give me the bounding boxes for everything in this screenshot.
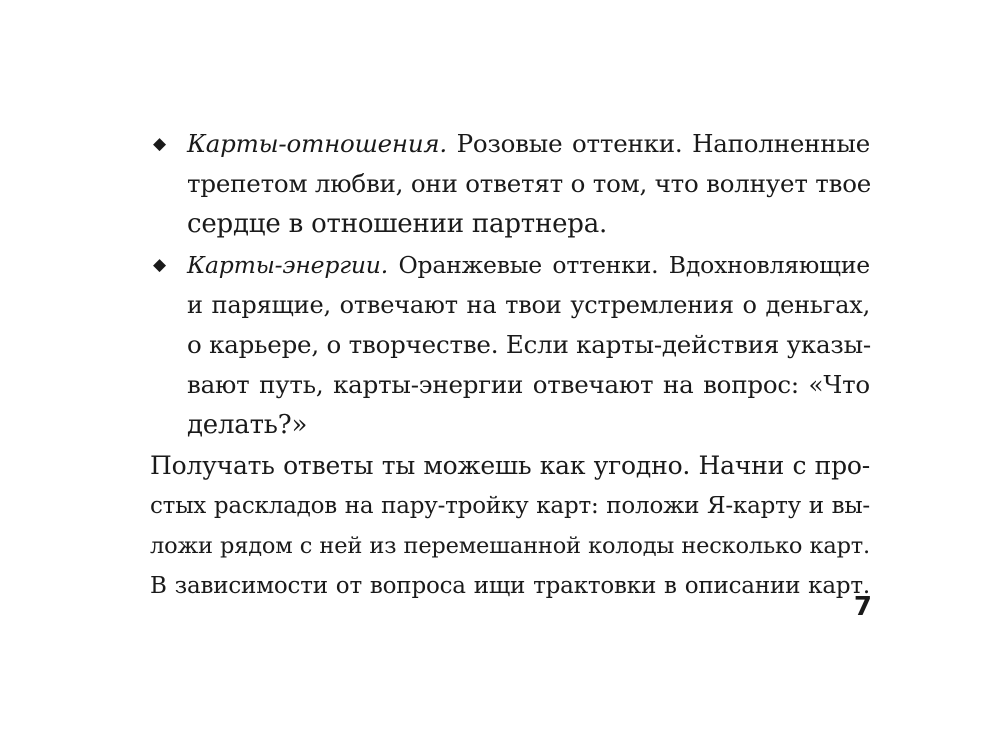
text-line: трепетом любви, они ответят о том, что волнует твое (187, 169, 872, 199)
text-line: Карты-отношения. Розовые оттенки. Наполненные (187, 129, 870, 158)
text-line: ложи рядом с ней из перемешанной колоды несколько карт. (150, 533, 870, 560)
diamond-bullet-icon: ◆ (153, 254, 166, 275)
bullet-item-relationship-cards (150, 124, 870, 245)
text-line: Получать ответы ты можешь как угодно. Начни с про- (150, 450, 870, 480)
text-line: делать?» (187, 410, 308, 441)
diamond-bullet-icon: ◆ (153, 134, 166, 154)
bullet-item-energy-cards (150, 245, 870, 446)
text-line: Карты-энергии. Оранжевые оттенки. Вдохновляющие (187, 250, 870, 279)
text-line: стых раскладов на пару-тройку карт: положи Я-карту и вы- (150, 492, 870, 519)
page-text (150, 124, 870, 606)
body-paragraph (150, 446, 870, 607)
text-line: и парящие, отвечают на твои устремления о деньгах, (187, 290, 870, 319)
page-number: 7 (853, 592, 872, 622)
term-italic: Карты-отношения. (187, 129, 448, 158)
text-line: В зависимости от вопроса ищи трактовки в описании карт. (150, 573, 870, 600)
term-italic: Карты-энергии. (187, 250, 389, 279)
text-line: сердце в отношении партнера. (187, 209, 608, 240)
text-line: вают путь, карты-энергии отвечают на вопрос: «Что (187, 370, 870, 400)
text-line: о карьере, о творчестве. Если карты-действия указы- (187, 330, 871, 360)
